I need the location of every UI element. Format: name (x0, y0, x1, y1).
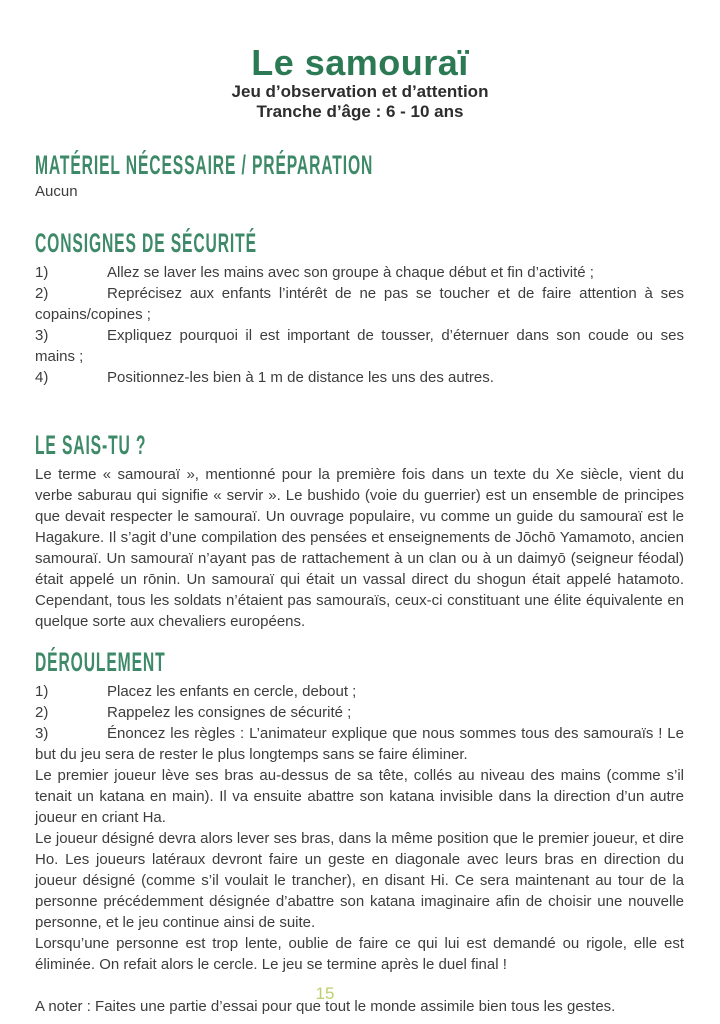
section-heading-material (35, 150, 684, 181)
consignes-item-3-text: Expliquez pourquoi il est important de tousser, d’éternuer dans son coude ou ses mains ; (35, 327, 684, 365)
material-body: Aucun (35, 183, 78, 200)
section-heading-material-label: MATÉRIEL NÉCESSAIRE / PRÉPARATION (35, 150, 374, 180)
section-heading-saistu-label: LE SAIS-TU ? (35, 430, 147, 460)
deroulement-item-3-number: 3) (35, 725, 49, 742)
deroulement-item-1 (35, 681, 684, 702)
deroulement-paragraph-2: Le joueur désigné devra alors lever ses bras, dans la même position que le premier joueur, et dire Ho. Les joueurs latéraux devront faire un geste en diagonale avec leurs bras en direction du joueur désigné (comme s’il voulait le trancher), en disant Hi. Ce sera maintenant au tour de la personne précédemment désignée d’abattre son katana imaginaire afin de choisir une nouvelle personne, et le jeu continue ainsi de suite. (35, 830, 684, 931)
deroulement-item-3 (35, 723, 684, 765)
deroulement-item-2-text: Rappelez les consignes de sécurité ; (107, 704, 352, 721)
section-heading-saistu (35, 430, 684, 461)
consignes-item-1-text: Allez se laver les mains avec son groupe à chaque début et fin d’activité ; (107, 264, 594, 281)
subtitle-age-range: Tranche d’âge : 6 - 10 ans (256, 102, 464, 121)
consignes-item-3 (35, 325, 684, 367)
consignes-item-4 (35, 367, 684, 388)
deroulement-paragraph-3: Lorsqu’une personne est trop lente, oublie de faire ce qui lui est demandé ou rigole, elle est éliminée. On refait alors le cercle. Le jeu se termine après le duel final ! (35, 935, 684, 973)
consignes-item-1 (35, 262, 684, 283)
consignes-item-2-text: Reprécisez aux enfants l’intérêt de ne pas se toucher et de faire attention à ses copains/copines ; (35, 285, 684, 323)
consignes-item-2-number: 2) (35, 285, 49, 302)
section-heading-consignes-label: CONSIGNES DE SÉCURITÉ (35, 228, 257, 258)
deroulement-item-2 (35, 702, 684, 723)
deroulement-paragraph-1: Le premier joueur lève ses bras au-dessus de sa tête, collés au niveau des mains (comme s’il tenait un katana en main). Il va ensuite abattre son katana invisible dans la direction d’un autre joueur en criant Ha. (35, 767, 684, 826)
note-paragraph: A noter : Faites une partie d’essai pour que tout le monde assimile bien tous les gestes. (35, 998, 616, 1015)
consignes-item-4-text: Positionnez-les bien à 1 m de distance les uns des autres. (107, 369, 494, 386)
header-block (0, 0, 720, 122)
deroulement-item-2-number: 2) (35, 704, 49, 721)
deroulement-item-1-text: Placez les enfants en cercle, debout ; (107, 683, 357, 700)
subtitle-game-type: Jeu d’observation et d’attention (231, 82, 489, 101)
consignes-item-2 (35, 283, 684, 325)
section-heading-deroulement-label: DÉROULEMENT (35, 647, 166, 677)
consignes-item-4-number: 4) (35, 369, 49, 386)
saistu-paragraph: Le terme « samouraï », mentionné pour la première fois dans un texte du Xe siècle, vient du verbe saburau qui signifie « servir ». Le bushido (voie du guerrier) est un ensemble de principes que devait respecter le samouraï. Un ouvrage populaire, vu comme un guide du samouraï est le Hagakure. Il s’agit d’une compilation des pensées et enseignements de Jōchō Yamamoto, ancien samouraï. Un samouraï n’ayant pas de rattachement à un clan ou à un daimyō (seigneur féodal) était appelé un rōnin. Un samouraï qui était un vassal direct du shogun était appelé hatamoto. Cependant, tous les soldats n’étaient pas samouraïs, ceux-ci constituant une élite équivalente en quelque sorte aux chevaliers européens. (35, 466, 684, 630)
section-heading-consignes (35, 228, 684, 259)
deroulement-item-3-text: Énoncez les règles : L’animateur explique que nous sommes tous des samouraïs ! Le but du jeu sera de rester le plus longtemps sans se faire éliminer. (35, 725, 684, 763)
content-column (0, 150, 720, 1017)
page-number: 15 (315, 984, 335, 1003)
deroulement-item-1-number: 1) (35, 683, 49, 700)
page-title: Le samouraï (251, 42, 469, 83)
consignes-item-1-number: 1) (35, 264, 49, 281)
section-heading-deroulement (35, 647, 684, 678)
consignes-item-3-number: 3) (35, 327, 49, 344)
